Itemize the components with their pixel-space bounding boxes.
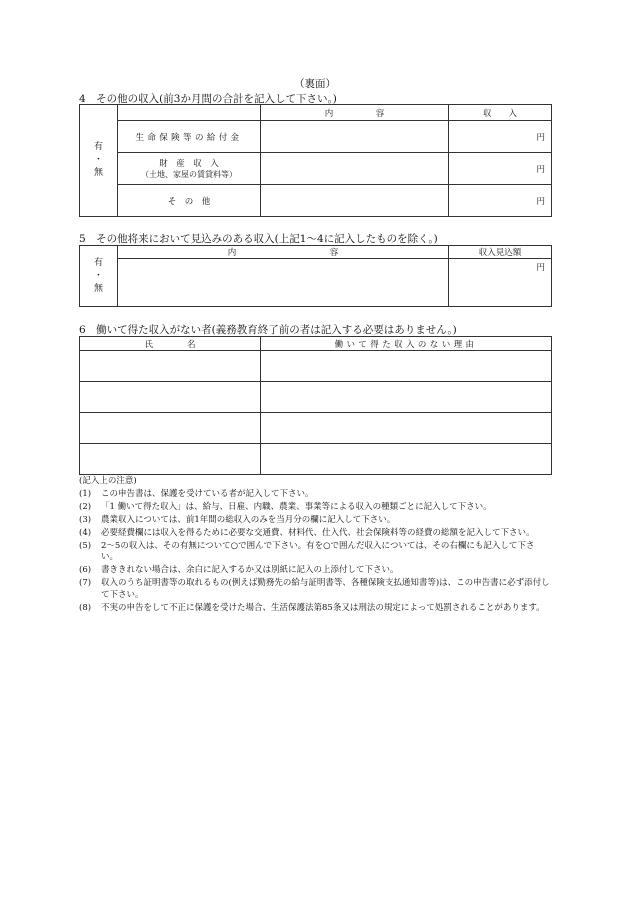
yumu-ari: 有 (93, 142, 103, 152)
note-number: (4) (79, 527, 92, 538)
note-item (79, 502, 551, 514)
name-cell[interactable] (80, 444, 261, 475)
section5-title: 5 その他将来において見込みのある収入(上記1～4に記入したものを除く。) (79, 233, 438, 245)
note-text: 書ききれない場合は、余白に記入するか又は別紙に記入の上添付して下さい。 (101, 565, 399, 575)
note-item (79, 528, 551, 540)
section4-col-content: 内 容 (261, 105, 449, 121)
section4-yumu-cell (80, 105, 118, 217)
note-number: (6) (79, 565, 92, 575)
note-text: 「1 働いて得た収入」は、給与、日雇、内職、農業、事業等による収入の種類ごとに記入して下さい。 (101, 501, 492, 512)
notes-heading: (記入上の注意) (79, 476, 137, 486)
yumu-ari: 有 (93, 257, 103, 268)
note-item (79, 541, 551, 564)
yumu-dot: ・ (93, 270, 103, 281)
row-property-income-amount[interactable] (449, 153, 552, 185)
note-text: 収入のうち証明書等の取れるもの(例えば勤務先の給与証明書等、各種保険支払通知書等)は、この申告書に必ず添付して下さい。 (101, 578, 550, 600)
note-item (79, 565, 551, 577)
row-property-income-label (118, 153, 261, 185)
row-other-content[interactable] (261, 185, 449, 217)
section4-header-blank (118, 105, 261, 121)
yen-unit: 円 (536, 263, 545, 273)
note-text: この申告書は、保護を受けている者が記入して下さい。 (101, 488, 314, 499)
section4-table (79, 104, 552, 217)
notes (79, 476, 551, 616)
note-text: 必要経費欄には収入を得るために必要な交通費、材料代、仕入代、社会保険料等の経費の総額を記入して下さい。 (101, 527, 535, 538)
section5-amount-cell[interactable] (449, 259, 552, 307)
section5-col-content: 内 容 (118, 246, 449, 259)
section5-table (79, 245, 552, 307)
yumu-nashi: 無 (93, 283, 103, 294)
note-number: (2) (79, 501, 92, 512)
section4-col-income: 収 入 (449, 105, 552, 121)
yumu-dot: ・ (93, 155, 103, 165)
note-item (79, 603, 551, 615)
row-life-insurance-amount[interactable] (449, 121, 552, 153)
section6-title: 6 働いて得た収入がない者(義務教育終了前の者は記入する必要はありません。) (79, 324, 457, 336)
note-number: (8) (79, 602, 92, 613)
note-number: (1) (79, 488, 92, 499)
row-property-income-content[interactable] (261, 153, 449, 185)
row-other-amount[interactable] (449, 185, 552, 217)
section6-col-reason: 働いて得た収入のない理由 (261, 337, 552, 351)
yumu-nashi: 無 (93, 168, 103, 178)
note-text: 不実の申告をして不正に保護を受けた場合、生活保護法第85条又は刑法の規定によって処罰されることがあります。 (101, 602, 545, 613)
section6-col-name: 氏 名 (80, 337, 261, 351)
note-number: (5) (79, 540, 92, 551)
yen-unit: 円 (536, 164, 545, 175)
row-life-insurance-label: 生命保険等の給付金 (118, 121, 261, 153)
section5-content-cell[interactable] (118, 259, 449, 307)
name-cell[interactable] (80, 382, 261, 413)
property-income-title: 財 産 収 入 (159, 159, 219, 169)
row-life-insurance-content[interactable] (261, 121, 449, 153)
page-heading: （裏面） (294, 78, 336, 90)
yen-unit: 円 (536, 196, 545, 207)
section6-table (79, 336, 552, 475)
note-number: (7) (79, 578, 92, 588)
note-text: 2～5の収入は、その有無について○で囲んで下さい。有を○で囲んだ収入については、その右欄にも記入して下さい。 (101, 540, 535, 562)
reason-cell[interactable] (261, 444, 552, 475)
name-cell[interactable] (80, 413, 261, 444)
name-cell[interactable] (80, 351, 261, 382)
reason-cell[interactable] (261, 413, 552, 444)
section4-title: 4 その他の収入(前3か月間の合計を記入して下さい。) (79, 93, 337, 105)
property-income-sub: （土地、家屋の賃貸料等） (141, 170, 237, 179)
yen-unit: 円 (536, 132, 545, 143)
note-item (79, 578, 551, 601)
reason-cell[interactable] (261, 351, 552, 382)
section5-yumu-cell (80, 246, 118, 307)
reason-cell[interactable] (261, 382, 552, 413)
row-other-label: そ の 他 (118, 185, 261, 217)
note-number: (3) (79, 514, 92, 525)
section5-col-income: 収入見込額 (449, 246, 552, 259)
note-item (79, 489, 551, 501)
note-item (79, 515, 551, 527)
note-text: 農業収入については、前1年間の総収入のみを当月分の欄に記入して下さい。 (101, 514, 396, 525)
